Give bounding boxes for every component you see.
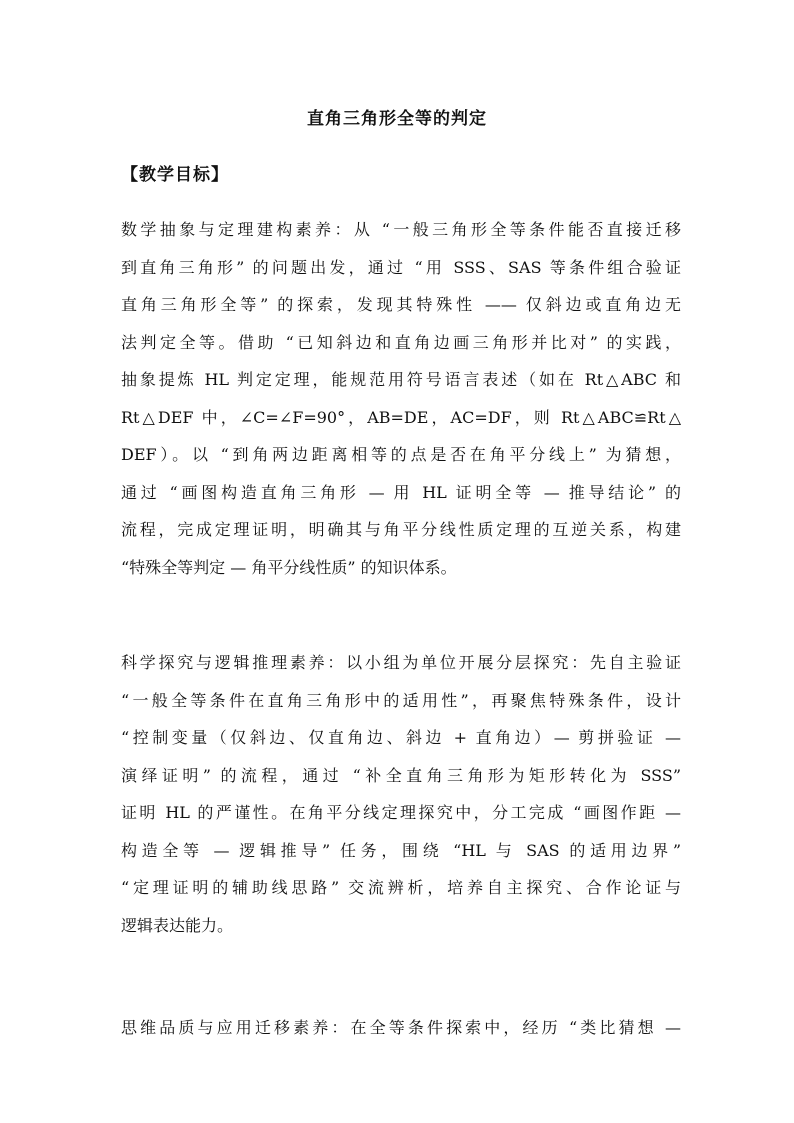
paragraph-line: 构造全等 — 逻辑推导” 任务，围绕 “HL 与 SAS 的适用边界” — [121, 840, 681, 860]
paragraph-line: DEF）。以 “到角两边距离相等的点是否在角平分线上” 为猜想， — [121, 445, 681, 464]
paragraph-line: “控制变量（仅斜边、仅直角边、斜边 + 直角边）— 剪拼验证 — — [121, 728, 681, 747]
paragraph-line: 流程，完成定理证明，明确其与角平分线性质定理的互逆关系，构建 — [121, 520, 681, 539]
paragraph-line: “定理证明的辅助线思路” 交流辨析，培养自主探究、合作论证与 — [121, 878, 681, 897]
paragraph-line: 演绎证明” 的流程，通过 “补全直角三角形为矩形转化为 SSS” — [121, 765, 681, 785]
paragraph-line: 抽象提炼 HL 判定定理，能规范用符号语言表述（如在 Rt△ABC 和 — [121, 370, 681, 389]
paragraph-line: 到直角三角形” 的问题出发，通过 “用 SSS、SAS 等条件组合验证 — [121, 257, 681, 277]
paragraph-line: 通过 “画图构造直角三角形 — 用 HL 证明全等 — 推导结论” 的 — [121, 482, 681, 502]
paragraph-abstraction — [121, 211, 681, 586]
paragraph-line: 法判定全等。借助 “已知斜边和直角边画三角形并比对” 的实践， — [121, 332, 681, 352]
section-heading: 【教学目标】 — [121, 165, 229, 185]
paragraph-line: 思维品质与应用迁移素养：在全等条件探索中，经历 “类比猜想 — — [121, 1018, 681, 1037]
paragraph-line: “一般全等条件在直角三角形中的适用性”，再聚焦特殊条件，设计 — [121, 690, 681, 710]
paragraph-line: 直角三角形全等” 的探索，发现其特殊性 —— 仅斜边或直角边无 — [121, 295, 681, 314]
paragraph-line: Rt△DEF 中，∠C=∠F=90°，AB=DE，AC=DF，则 Rt△ABC≌Rt△ — [121, 407, 681, 427]
paragraph-thinking — [121, 1009, 681, 1047]
paragraph-line: 数学抽象与定理建构素养：从 “一般三角形全等条件能否直接迁移 — [121, 220, 681, 239]
paragraph-line: 科学探究与逻辑推理素养：以小组为单位开展分层探究：先自主验证 — [121, 653, 681, 672]
document-title: 直角三角形全等的判定 — [307, 109, 487, 129]
paragraph-line: 逻辑表达能力。 — [121, 915, 234, 935]
paragraph-line: “特殊全等判定 — 角平分线性质” 的知识体系。 — [121, 557, 457, 577]
paragraph-line: 证明 HL 的严谨性。在角平分线定理探究中，分工完成 “画图作距 — — [121, 803, 681, 822]
paragraph-inquiry — [121, 644, 681, 944]
